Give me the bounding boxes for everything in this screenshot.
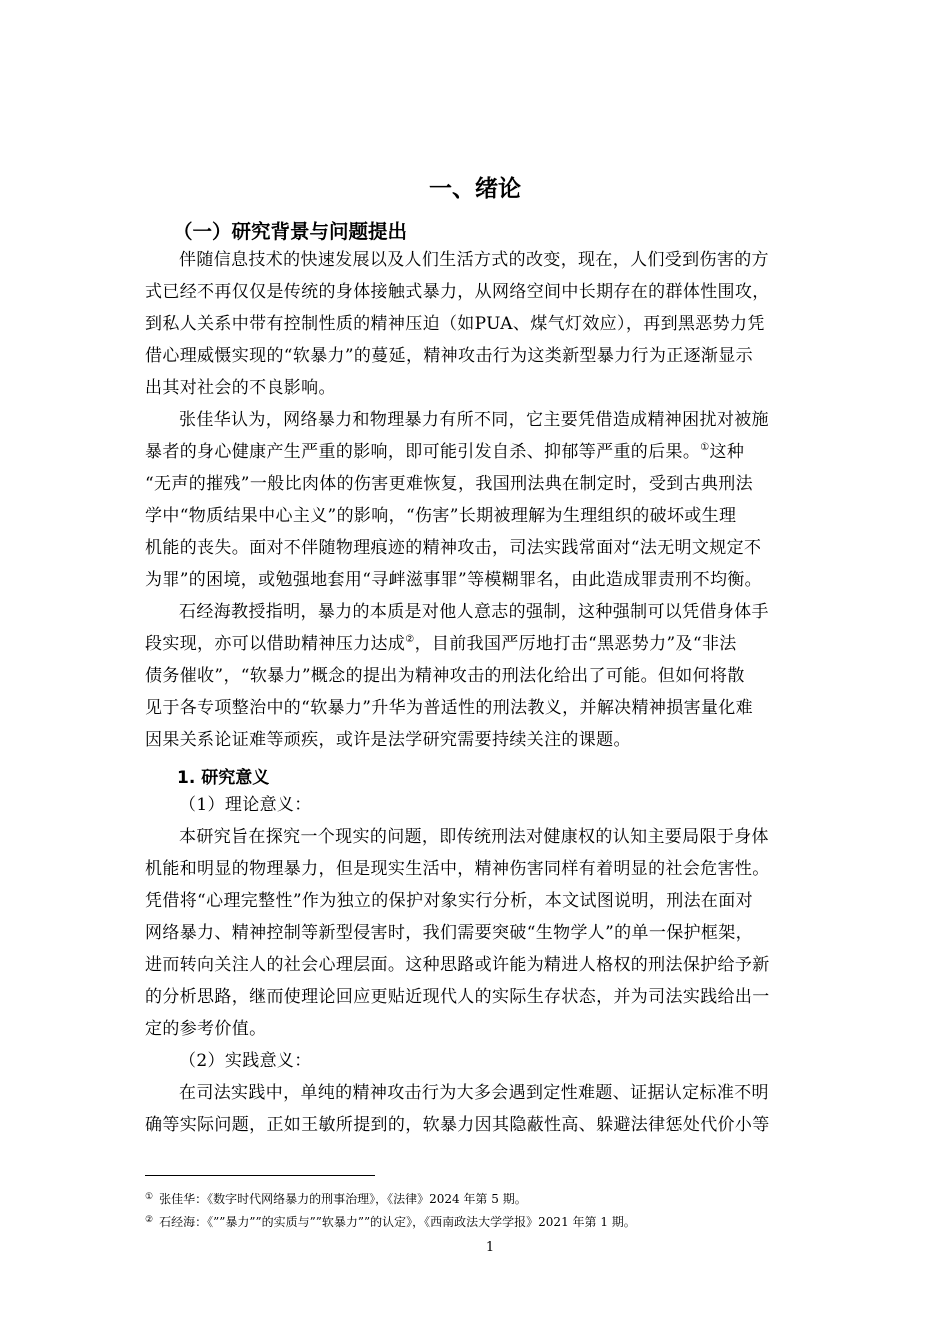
paragraph-text: 段实现，亦可以借助精神压力达成: [145, 634, 406, 654]
paragraph-text: 暴者的身心健康产生严重的影响，即可能引发自杀、抑郁等严重的后果。: [145, 442, 701, 462]
practice-label: （2）实践意义：: [179, 1051, 312, 1071]
paragraph-line: [145, 634, 845, 654]
paragraph-text: ，目前我国严厉地打击“黑恶势力”及“非法: [414, 634, 737, 654]
paragraph-line: 定的参考价值。: [145, 1019, 267, 1039]
paragraph-line: 式已经不再仅仅是传统的身体接触式暴力，从网络空间中长期存在的群体性围攻，: [145, 282, 770, 302]
paragraph-text: 这种: [709, 442, 745, 462]
page-number: 1: [485, 1240, 495, 1255]
paragraph-line: 学中“物质结果中心主义”的影响，“伤害”长期被理解为生理组织的破坏或生理: [145, 506, 737, 526]
paragraph-line: 伴随信息技术的快速发展以及人们生活方式的改变，现在，人们受到伤害的方: [179, 250, 769, 270]
chapter-title: 一、绪论: [429, 176, 521, 202]
paragraph-line: 的分析思路，继而使理论回应更贴近现代人的实际生存状态，并为司法实践给出一: [145, 987, 770, 1007]
paragraph-line: 网络暴力、精神控制等新型侵害时，我们需要突破“生物学人”的单一保护框架，: [145, 923, 753, 943]
section-heading: （一）研究背景与问题提出: [173, 220, 408, 243]
theory-label: （1）理论意义：: [179, 795, 312, 815]
subsection-heading: 1. 研究意义: [177, 768, 270, 788]
paragraph-line: 本研究旨在探究一个现实的问题，即传统刑法对健康权的认知主要局限于身体: [179, 827, 769, 847]
footnote-2: [145, 1213, 636, 1230]
footnote-ref-1[interactable]: ①: [700, 442, 710, 453]
footnote-divider: [145, 1175, 375, 1176]
paragraph-line: 机能的丧失。面对不伴随物理痕迹的精神攻击，司法实践常面对“法无明文规定不: [145, 538, 762, 558]
paragraph-line: 因果关系论证难等顽疾，或许是法学研究需要持续关注的课题。: [145, 730, 631, 750]
paragraph-line: 为罪”的困境，或勉强地套用“寻衅滋事罪”等模糊罪名，由此造成罪责刑不均衡。: [145, 570, 763, 590]
footnote-text: 张佳华：《数字时代网络暴力的刑事治理》，《法律》2024 年第 5 期。: [159, 1192, 527, 1206]
footnote-text: 石经海：《””暴力””的实质与””软暴力””的认定》，《西南政法大学学报》2021 年第 1 期。: [159, 1215, 636, 1229]
paragraph-line: 机能和明显的物理暴力，但是现实生活中，精神伤害同样有着明显的社会危害性。: [145, 859, 770, 879]
footnote-1: [145, 1190, 527, 1207]
paragraph-line: 到私人关系中带有控制性质的精神压迫（如PUA、煤气灯效应），再到黑恶势力凭: [145, 314, 765, 334]
paragraph-line: 进而转向关注人的社会心理层面。这种思路或许能为精进人格权的刑法保护给予新: [145, 955, 770, 975]
footnote-ref-2[interactable]: ②: [405, 634, 415, 645]
footnote-mark: ②: [145, 1215, 154, 1225]
paragraph-line: 在司法实践中，单纯的精神攻击行为大多会遇到定性难题、证据认定标准不明: [179, 1083, 769, 1103]
paragraph-line: 凭借将“心理完整性”作为独立的保护对象实行分析，本文试图说明，刑法在面对: [145, 891, 753, 911]
paragraph-line: [145, 442, 845, 462]
paragraph-line: 张佳华认为，网络暴力和物理暴力有所不同，它主要凭借造成精神困扰对被施: [179, 410, 769, 430]
footnote-mark: ①: [145, 1192, 154, 1202]
paragraph-line: 石经海教授指明，暴力的本质是对他人意志的强制，这种强制可以凭借身体手: [179, 602, 769, 622]
paragraph-line: 债务催收”，“软暴力”概念的提出为精神攻击的刑法化给出了可能。但如何将散: [145, 666, 745, 686]
paragraph-line: “无声的摧残”一般比肉体的伤害更难恢复，我国刑法典在制定时，受到古典刑法: [145, 474, 753, 494]
paragraph-line: 借心理威慑实现的“软暴力”的蔓延，精神攻击行为这类新型暴力行为正逐渐显示: [145, 346, 753, 366]
paragraph-line: 确等实际问题，正如王敏所提到的，软暴力因其隐蔽性高、躲避法律惩处代价小等: [145, 1115, 770, 1135]
paragraph-line: 出其对社会的不良影响。: [145, 378, 336, 398]
paragraph-line: 见于各专项整治中的“软暴力”升华为普适性的刑法教义，并解决精神损害量化难: [145, 698, 753, 718]
